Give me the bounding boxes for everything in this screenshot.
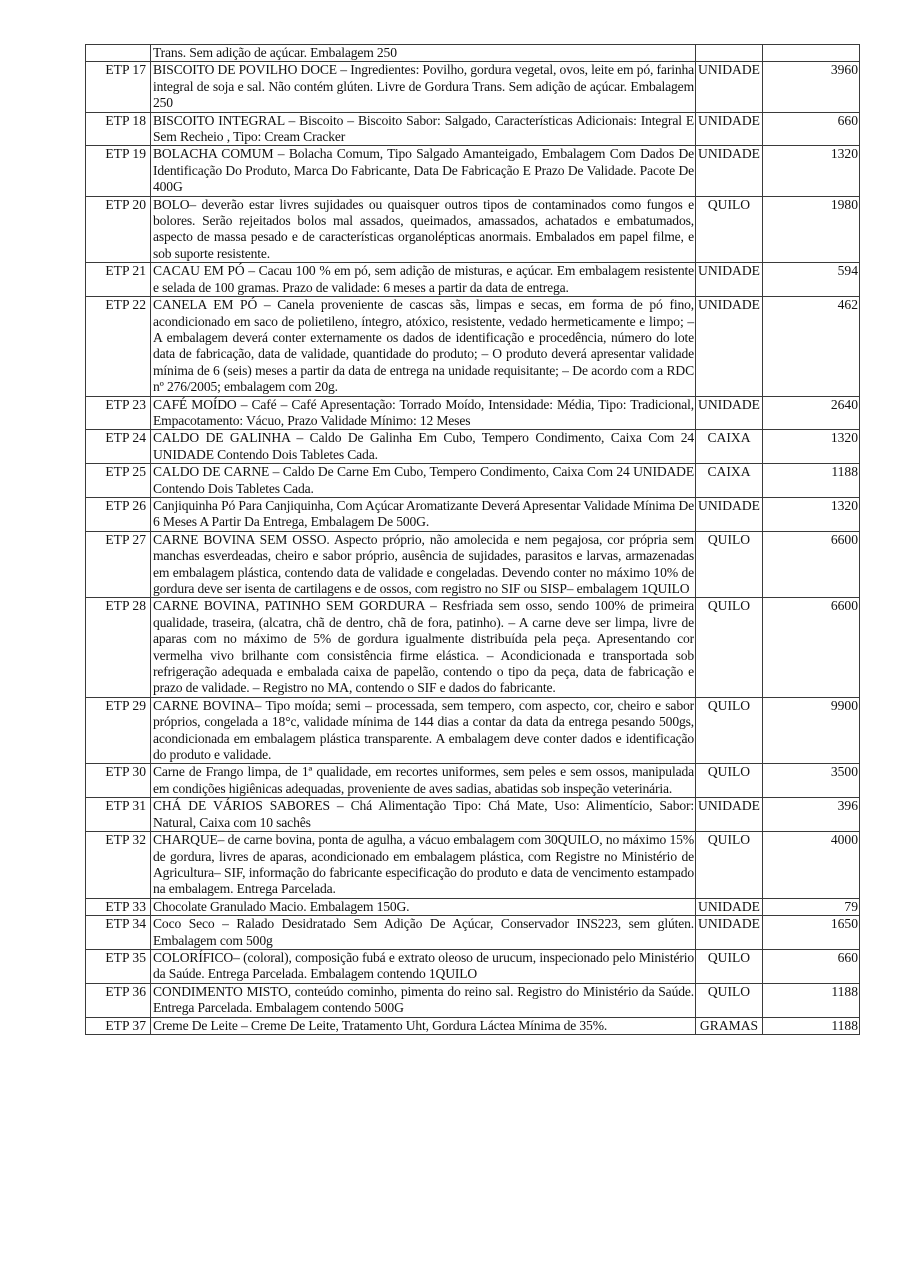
product-specification-table <box>85 44 860 1035</box>
item-unit <box>696 45 763 62</box>
item-description: CALDO DE CARNE – Caldo De Carne Em Cubo, Tempero Condimento, Caixa Com 24 UNIDADE Contendo Dois Tabletes Cada. <box>151 464 696 498</box>
item-quantity: 462 <box>763 297 860 396</box>
item-description: Trans. Sem adição de açúcar. Embalagem 250 <box>151 45 696 62</box>
item-quantity: 79 <box>763 898 860 915</box>
item-description: Coco Seco – Ralado Desidratado Sem Adição De Açúcar, Conservador INS223, sem glúten. Embalagem com 500g <box>151 916 696 950</box>
item-code: ETP 17 <box>86 62 151 112</box>
item-quantity: 6600 <box>763 531 860 598</box>
item-code: ETP 32 <box>86 832 151 899</box>
item-code: ETP 36 <box>86 983 151 1017</box>
item-unit: UNIDADE <box>696 497 763 531</box>
item-description: CANELA EM PÓ – Canela proveniente de cascas sãs, limpas e secas, em forma de pó fino, acondicionado em saco de polietileno, íntegro, atóxico, resistente, vedado hermeticamente e limpo; – A embalagem deverá conter externamente os dados de identificação e procedência, número do lote data de fabricação, data de validade, quantidade do produto; – O produto deverá apresentar validade mínima de 6 (seis) meses a partir da data de entrega na unidade requisitante; – De acordo com a RDC nº 276/2005; embalagem com 20g. <box>151 297 696 396</box>
item-unit: UNIDADE <box>696 297 763 396</box>
table-body <box>86 45 860 1035</box>
item-unit: QUILO <box>696 196 763 263</box>
document-page <box>85 44 859 1035</box>
item-description: COLORÍFICO– (coloral), composição fubá e extrato oleoso de urucum, inspecionado pelo Ministério da Saúde. Entrega Parcelada. Embalagem contendo 1QUILO <box>151 949 696 983</box>
item-code: ETP 28 <box>86 598 151 697</box>
item-unit: QUILO <box>696 598 763 697</box>
item-quantity: 1188 <box>763 1017 860 1034</box>
table-row <box>86 196 860 263</box>
item-quantity: 1980 <box>763 196 860 263</box>
item-code: ETP 35 <box>86 949 151 983</box>
table-row <box>86 45 860 62</box>
table-row <box>86 697 860 764</box>
item-unit: QUILO <box>696 983 763 1017</box>
table-row <box>86 531 860 598</box>
item-description: CAFÉ MOÍDO – Café – Café Apresentação: Torrado Moído, Intensidade: Média, Tipo: Tradicional, Empacotamento: Vácuo, Prazo Validade Mínimo: 12 Meses <box>151 396 696 430</box>
item-unit: QUILO <box>696 531 763 598</box>
table-row <box>86 764 860 798</box>
item-unit: UNIDADE <box>696 146 763 196</box>
item-description: BOLO– deverão estar livres sujidades ou quaisquer outros tipos de contaminados como fungos e bolores. Serão rejeitados bolos mal assados, queimados, amassados, achatados e embatumados, aspecto de massa pesado e de características organolépticas anormais. Embalados em papel filme, e sob suporte resistente. <box>151 196 696 263</box>
table-row <box>86 798 860 832</box>
item-quantity: 2640 <box>763 396 860 430</box>
table-row <box>86 497 860 531</box>
item-description: CHÁ DE VÁRIOS SABORES – Chá Alimentação Tipo: Chá Mate, Uso: Alimentício, Sabor: Natural, Caixa com 10 sachês <box>151 798 696 832</box>
item-description: Carne de Frango limpa, de 1ª qualidade, em recortes uniformes, sem peles e sem ossos, manipulada em condições higiênicas adequadas, proveniente de aves sadias, abatidas sob inspeção veterinária. <box>151 764 696 798</box>
item-description: CARNE BOVINA– Tipo moída; semi – processada, sem tempero, com aspecto, cor, cheiro e sabor próprios, congelada a 18°c, validade mínima de 144 dias a contar da data da entrega pesando 500gs, acondicionada em embalagem plástica transparente. A embalagem deve conter dados e identificação do produto e validade. <box>151 697 696 764</box>
item-quantity: 1320 <box>763 497 860 531</box>
item-description: BISCOITO DE POVILHO DOCE – Ingredientes: Povilho, gordura vegetal, ovos, leite em pó, farinha integral de soja e sal. Não contém glúten. Livre de Gordura Trans. Sem adição de açúcar. Embalagem 250 <box>151 62 696 112</box>
item-description: Chocolate Granulado Macio. Embalagem 150G. <box>151 898 696 915</box>
item-code: ETP 23 <box>86 396 151 430</box>
table-row <box>86 598 860 697</box>
item-code: ETP 25 <box>86 464 151 498</box>
item-code: ETP 30 <box>86 764 151 798</box>
item-unit: CAIXA <box>696 430 763 464</box>
item-unit: UNIDADE <box>696 263 763 297</box>
item-quantity: 1650 <box>763 916 860 950</box>
table-row <box>86 949 860 983</box>
item-unit: UNIDADE <box>696 916 763 950</box>
table-row <box>86 898 860 915</box>
item-quantity: 1188 <box>763 983 860 1017</box>
item-quantity: 660 <box>763 949 860 983</box>
item-code: ETP 29 <box>86 697 151 764</box>
item-code: ETP 24 <box>86 430 151 464</box>
item-code: ETP 18 <box>86 112 151 146</box>
item-quantity: 396 <box>763 798 860 832</box>
table-row <box>86 983 860 1017</box>
item-description: Creme De Leite – Creme De Leite, Tratamento Uht, Gordura Láctea Mínima de 35%. <box>151 1017 696 1034</box>
item-code <box>86 45 151 62</box>
item-unit: UNIDADE <box>696 112 763 146</box>
item-description: Canjiquinha Pó Para Canjiquinha, Com Açúcar Aromatizante Deverá Apresentar Validade Mínima De 6 Meses A Partir Da Entrega, Embalagem De 500G. <box>151 497 696 531</box>
item-unit: UNIDADE <box>696 62 763 112</box>
item-unit: UNIDADE <box>696 898 763 915</box>
item-quantity: 4000 <box>763 832 860 899</box>
table-row <box>86 112 860 146</box>
table-row <box>86 464 860 498</box>
item-quantity: 3960 <box>763 62 860 112</box>
item-description: BISCOITO INTEGRAL – Biscoito – Biscoito Sabor: Salgado, Características Adicionais: Integral E Sem Recheio , Tipo: Cream Cracker <box>151 112 696 146</box>
item-quantity: 1320 <box>763 146 860 196</box>
item-description: CARNE BOVINA, PATINHO SEM GORDURA – Resfriada sem osso, sendo 100% de primeira qualidade, traseira, (alcatra, chã de dentro, chã de fora, patinho). – A carne deve ser limpa, livre de aparas com no máximo de 5% de gordura igualmente distribuída pela peça. Apresentando cor vermelha vivo brilhante com consistência firme elástica. – Acondicionada e transportada sob refrigeração adequada e embalada caixa de papelão, contendo o tipo da peça, data de fabricação e prazo de validade. – Registro no MA, contendo o SIF e dados do fabricante. <box>151 598 696 697</box>
item-description: BOLACHA COMUM – Bolacha Comum, Tipo Salgado Amanteigado, Embalagem Com Dados De Identificação Do Produto, Marca Do Fabricante, Data De Fabricação E Prazo De Validade. Pacote De 400G <box>151 146 696 196</box>
item-unit: QUILO <box>696 949 763 983</box>
table-row <box>86 62 860 112</box>
table-row <box>86 916 860 950</box>
item-unit: UNIDADE <box>696 396 763 430</box>
item-description: CHARQUE– de carne bovina, ponta de agulha, a vácuo embalagem com 30QUILO, no máximo 15% de gordura, livres de aparas, acondicionado em embalagem plástica, com Registre no Ministério de Agricultura– SIF, informação do fabricante especificação do produto e data de vencimento estampado na embalagem. Entrega Parcelada. <box>151 832 696 899</box>
item-code: ETP 20 <box>86 196 151 263</box>
item-quantity: 1188 <box>763 464 860 498</box>
item-quantity <box>763 45 860 62</box>
item-quantity: 1320 <box>763 430 860 464</box>
item-code: ETP 33 <box>86 898 151 915</box>
table-row <box>86 297 860 396</box>
table-row <box>86 430 860 464</box>
item-unit: UNIDADE <box>696 798 763 832</box>
item-code: ETP 19 <box>86 146 151 196</box>
item-unit: QUILO <box>696 697 763 764</box>
item-unit: GRAMAS <box>696 1017 763 1034</box>
item-unit: QUILO <box>696 832 763 899</box>
item-description: CONDIMENTO MISTO, conteúdo cominho, pimenta do reino sal. Registro do Ministério da Saúde. Entrega Parcelada. Embalagem contendo 500G <box>151 983 696 1017</box>
item-code: ETP 22 <box>86 297 151 396</box>
item-quantity: 6600 <box>763 598 860 697</box>
item-quantity: 9900 <box>763 697 860 764</box>
item-code: ETP 37 <box>86 1017 151 1034</box>
item-unit: CAIXA <box>696 464 763 498</box>
item-code: ETP 27 <box>86 531 151 598</box>
item-quantity: 3500 <box>763 764 860 798</box>
table-row <box>86 396 860 430</box>
item-quantity: 660 <box>763 112 860 146</box>
item-description: CACAU EM PÓ – Cacau 100 % em pó, sem adição de misturas, e açúcar. Em embalagem resistente e selada de 100 gramas. Prazo de validade: 6 meses a partir da data de entrega. <box>151 263 696 297</box>
table-row <box>86 1017 860 1034</box>
table-row <box>86 832 860 899</box>
item-unit: QUILO <box>696 764 763 798</box>
table-row <box>86 263 860 297</box>
item-description: CALDO DE GALINHA – Caldo De Galinha Em Cubo, Tempero Condimento, Caixa Com 24 UNIDADE Contendo Dois Tabletes Cada. <box>151 430 696 464</box>
item-code: ETP 34 <box>86 916 151 950</box>
table-row <box>86 146 860 196</box>
item-code: ETP 26 <box>86 497 151 531</box>
item-code: ETP 31 <box>86 798 151 832</box>
item-description: CARNE BOVINA SEM OSSO. Aspecto próprio, não amolecida e nem pegajosa, cor própria sem manchas esverdeadas, cheiro e sabor próprio, ausência de sujidades, parasitos e larvas, armazenadas em embalagem plástica, contendo data de validade e congeladas. Devendo conter no máximo 10% de gordura deve ser isenta de cartilagens e de ossos, com registro no SIF ou SISP– embalagem 1QUILO <box>151 531 696 598</box>
item-code: ETP 21 <box>86 263 151 297</box>
item-quantity: 594 <box>763 263 860 297</box>
